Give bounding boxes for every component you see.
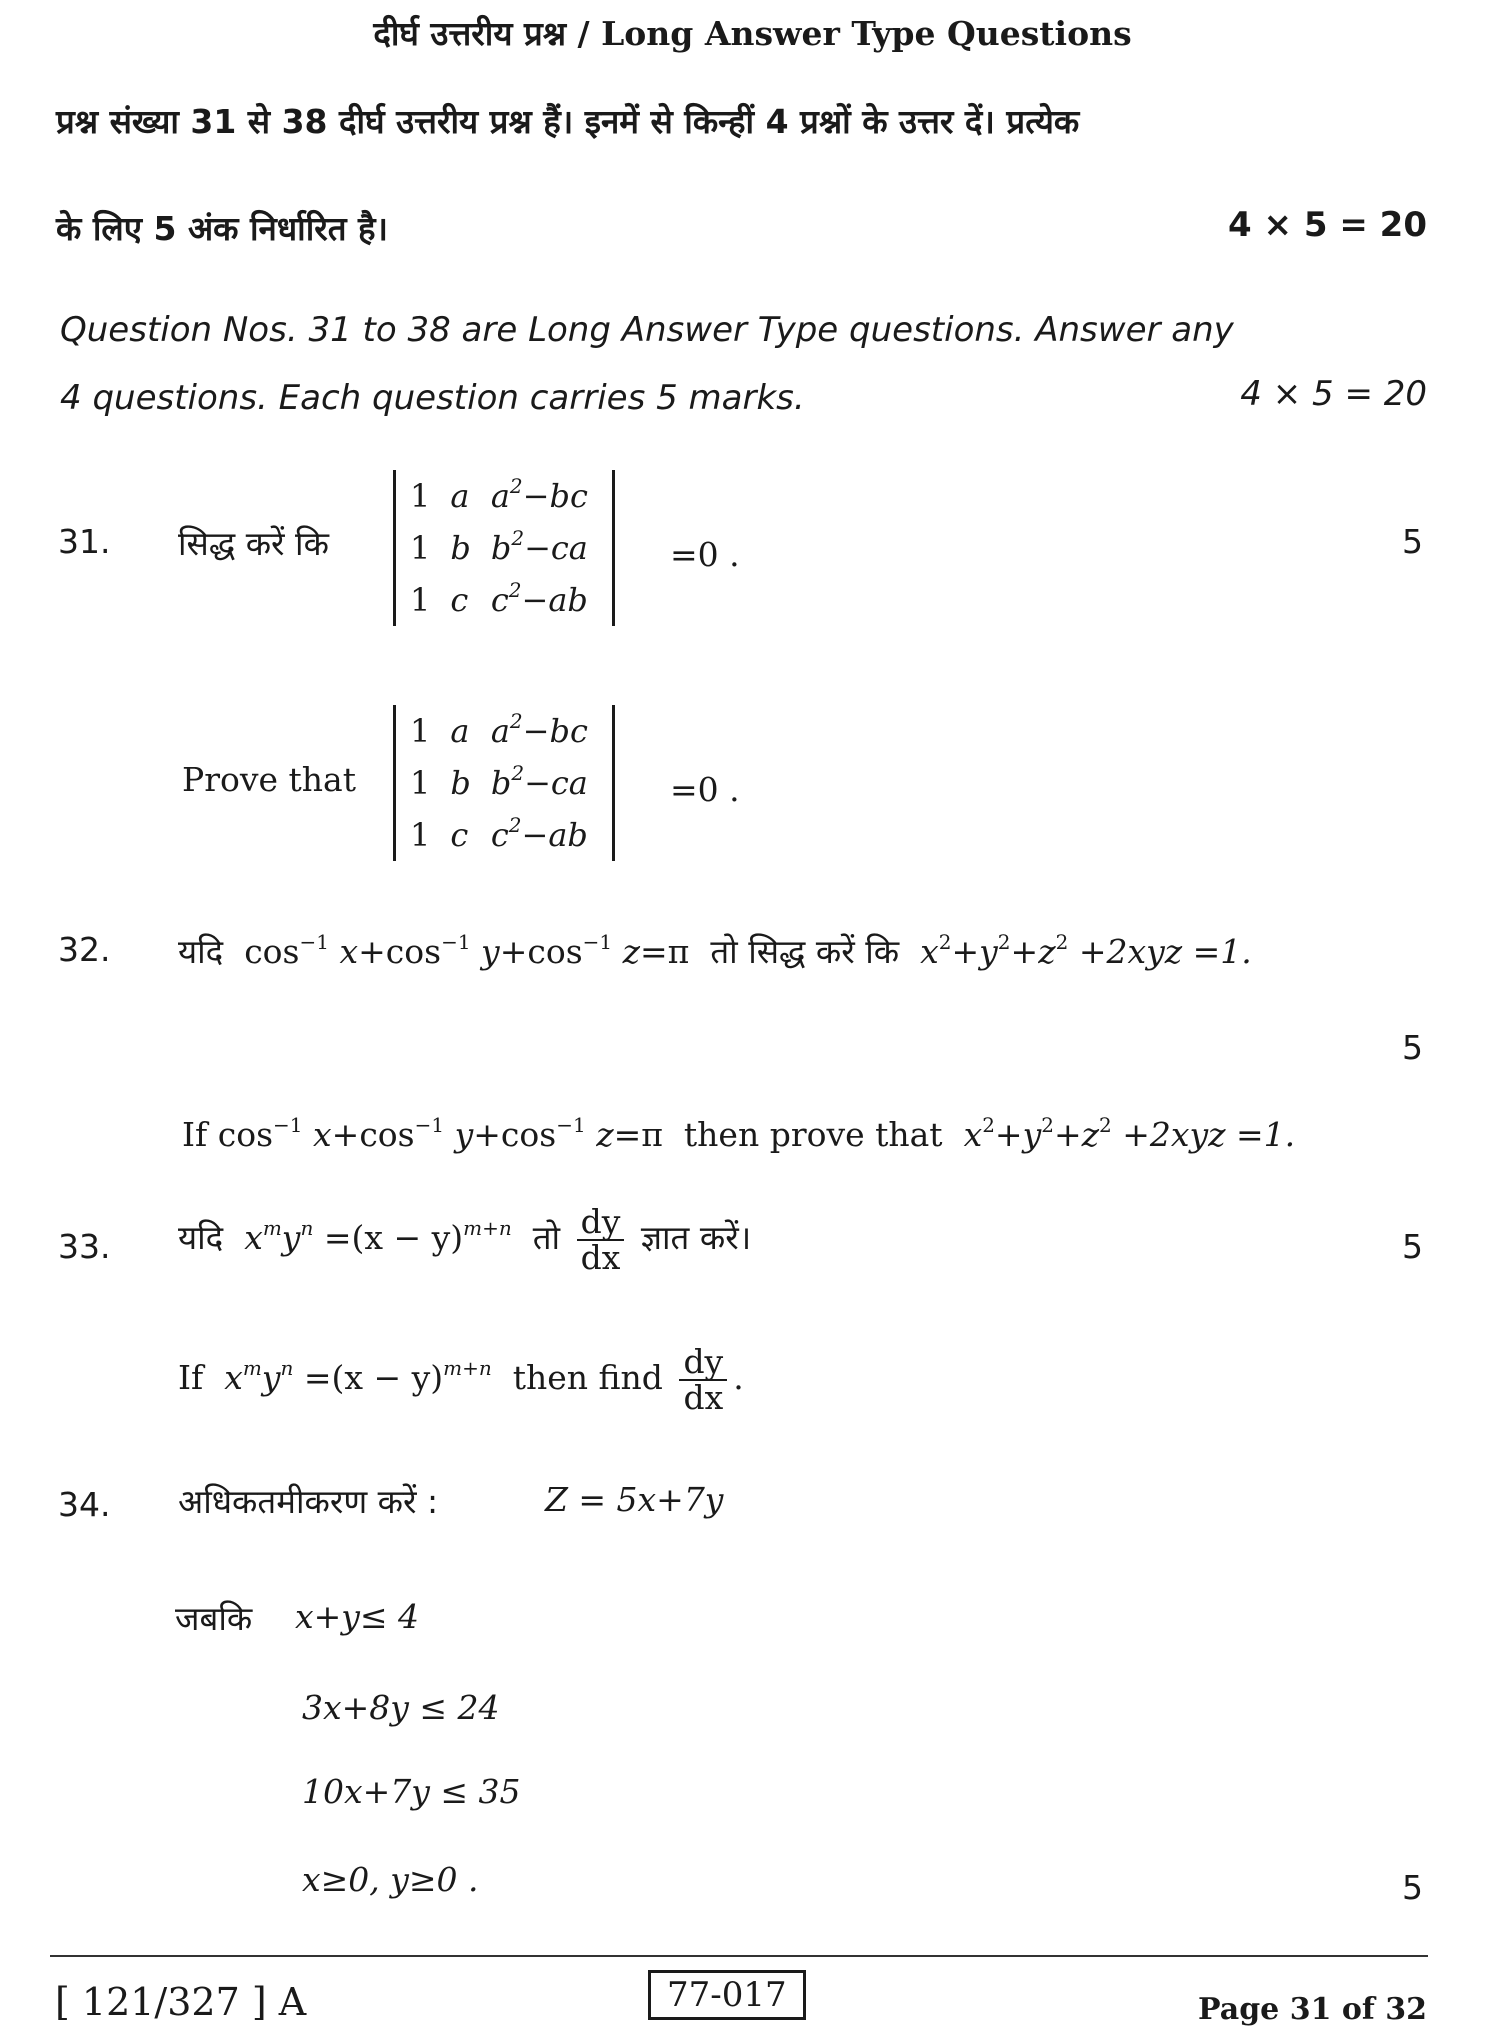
cell: a [450,712,470,750]
cell: 1 [410,712,431,750]
determinant-row [410,705,598,757]
cell: $b^2-ca$ [490,526,588,567]
question-34-number: 34. [58,1485,111,1524]
question-32-hindi-line: यदि $\cos^{-1} x+\cos^{-1}$ $y+\cos^{-1}$ z=π तो सिद्ध करें कि $x^2+y^2+z^2 +2xyz =1$. [178,930,1252,971]
question-32-english-line: If $\cos^{-1} x+\cos^{-1}$ $y+\cos^{-1}$ z=π then prove that $x^2+y^2+z^2 +2xyz =1$. [182,1113,1296,1154]
question-33-marks: 5 [1402,1227,1423,1266]
question-31-number: 31. [58,522,111,561]
cell: $a^2-bc$ [490,474,588,515]
question-34-objective: Z = 5x+7y [545,1480,724,1519]
title-english: Long Answer Type Questions [601,14,1132,53]
instructions-english-line1: Question Nos. 31 to 38 are Long Answer Type questions. Answer any [60,310,1234,350]
cell: a [450,477,470,515]
instructions-hindi-marks: 4 × 5 = 20 [1228,205,1427,245]
question-31-hindi-suffix: =0 . [670,535,740,574]
question-33-hindi-line: यदि $x^my^n =(x - y)^{m+n}$ तो $\frac{dy}{dx}$ ज्ञात करें। [178,1202,752,1277]
page-number: Page 31 of 32 [1198,1992,1427,2027]
derivative-fraction: $\frac{dy}{dx}$ [679,1345,727,1415]
booklet-code: 77-017 [648,1970,806,2020]
cell: $b^2-ca$ [490,761,588,802]
cell: 1 [410,529,431,567]
question-34-marks: 5 [1402,1868,1423,1907]
question-34-subject-to: जबकि [175,1599,253,1638]
cell: b [450,529,471,567]
question-33-number: 33. [58,1227,111,1266]
constraint-4: x≥0, y≥0 . [302,1860,479,1899]
determinant-hindi [393,470,615,626]
question-32-marks: 5 [1402,1028,1423,1067]
cell: 1 [410,764,431,802]
constraint-3: 10x+7y ≤ 35 [302,1772,521,1811]
cell: 1 [410,816,431,854]
instructions-hindi-line1: प्रश्न संख्या 31 से 38 दीर्घ उत्तरीय प्रश्न हैं। इनमें से किन्हीं 4 प्रश्नों के उत्तर दें। प्रत्येक [56,102,1080,141]
question-31-english-suffix: =0 . [670,770,740,809]
cell: $c^2-ab$ [490,813,588,854]
determinant-row [410,757,598,809]
cell: $a^2-bc$ [490,709,588,750]
question-31-marks: 5 [1402,522,1423,561]
determinant-row [410,809,598,861]
instructions-hindi-line2: के लिए 5 अंक निर्धारित है। [56,209,389,248]
paper-code: [ 121/327 ] A [55,1980,307,2024]
question-32-number: 32. [58,930,111,969]
cell: c [450,816,469,854]
cell: b [450,764,471,802]
cell: c [450,581,469,619]
question-34-maximize: अधिकतमीकरण करें : [178,1482,439,1521]
title-separator: / [566,14,602,53]
question-31-english-prefix: Prove that [182,760,356,799]
determinant-english [393,705,615,861]
question-33-english-line: If $x^my^n =(x - y)^{m+n}$ then find $\frac{dy}{dx}$ . [178,1342,744,1417]
determinant-row [410,522,598,574]
instructions-english-line2: 4 questions. Each question carries 5 marks. [60,378,805,418]
determinant-row [410,574,598,626]
footer-divider [50,1955,1428,1957]
question-31-hindi-prefix: सिद्ध करें कि [178,524,329,563]
cell: $c^2-ab$ [490,578,588,619]
constraint-2: 3x+8y ≤ 24 [302,1688,500,1727]
cell: 1 [410,581,431,619]
constraint-1: x+y≤ 4 [295,1597,420,1636]
derivative-fraction: $\frac{dy}{dx}$ [577,1205,625,1275]
cell: 1 [410,477,431,515]
title-hindi: दीर्घ उत्तरीय प्रश्न [373,14,567,53]
determinant-row [410,470,598,522]
instructions-english-marks: 4 × 5 = 20 [1240,374,1427,414]
page-title [0,10,1505,55]
